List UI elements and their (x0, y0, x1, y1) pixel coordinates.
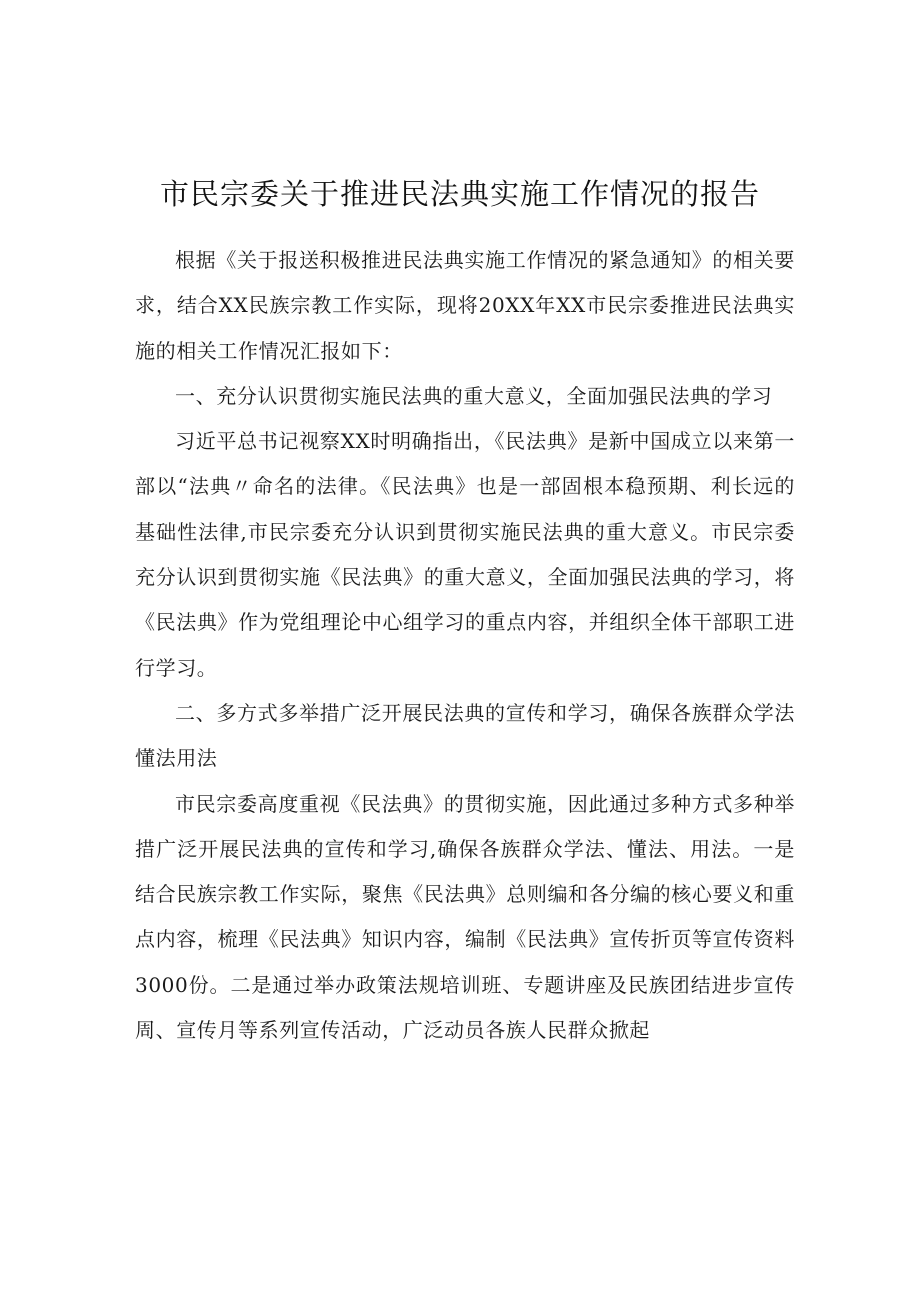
section-heading-1: 一、充分认识贯彻实施民法典的重大意义，全面加强民法典的学习 (175, 383, 773, 408)
section-heading-2: 二、多方式多举措广泛开展民法典的宣传和学习，确保各族群众学法懂法用法 (135, 700, 795, 771)
document-body (135, 238, 795, 1053)
paragraph-section-2: 市民宗委高度重视《民法典》的贯彻实施，因此通过多种方式多种举措广泛开展民法典的宣传和学习,确保各族群众学法、懂法、用法。一是结合民族宗教工作实际，聚焦《民法典》总则编和各分编的核心要义和重点内容，梳理《民法典》知识内容，编制《民法典》宣传折页等宣传资料3000份。二是通过举办政策法规培训班、专题讲座及民族团结进步宣传周、宣传月等系列宣传活动，广泛动员各族人民群众掀起 (135, 791, 795, 1043)
paragraph-intro: 根据《关于报送积极推进民法典实施工作情况的紧急通知》的相关要求，结合XX民族宗教工作实际，现将20XX年XX市民宗委推进民法典实施的相关工作情况汇报如下： (135, 248, 795, 363)
document-title: 市民宗委关于推进民法典实施工作情况的报告 (159, 177, 760, 211)
paragraph-section-1: 习近平总书记视察XX时明确指出，《民法典》是新中国成立以来第一部以“法典〃命名的法律。《民法典》也是一部固根本稳预期、利长远的基础性法律,市民宗委充分认识到贯彻实施民法典的重大意义。市民宗委充分认识到贯彻实施《民法典》的重大意义，全面加强民法典的学习，将《民法典》作为党组理论中心组学习的重点内容，并组织全体干部职工进行学习。 (135, 429, 795, 680)
